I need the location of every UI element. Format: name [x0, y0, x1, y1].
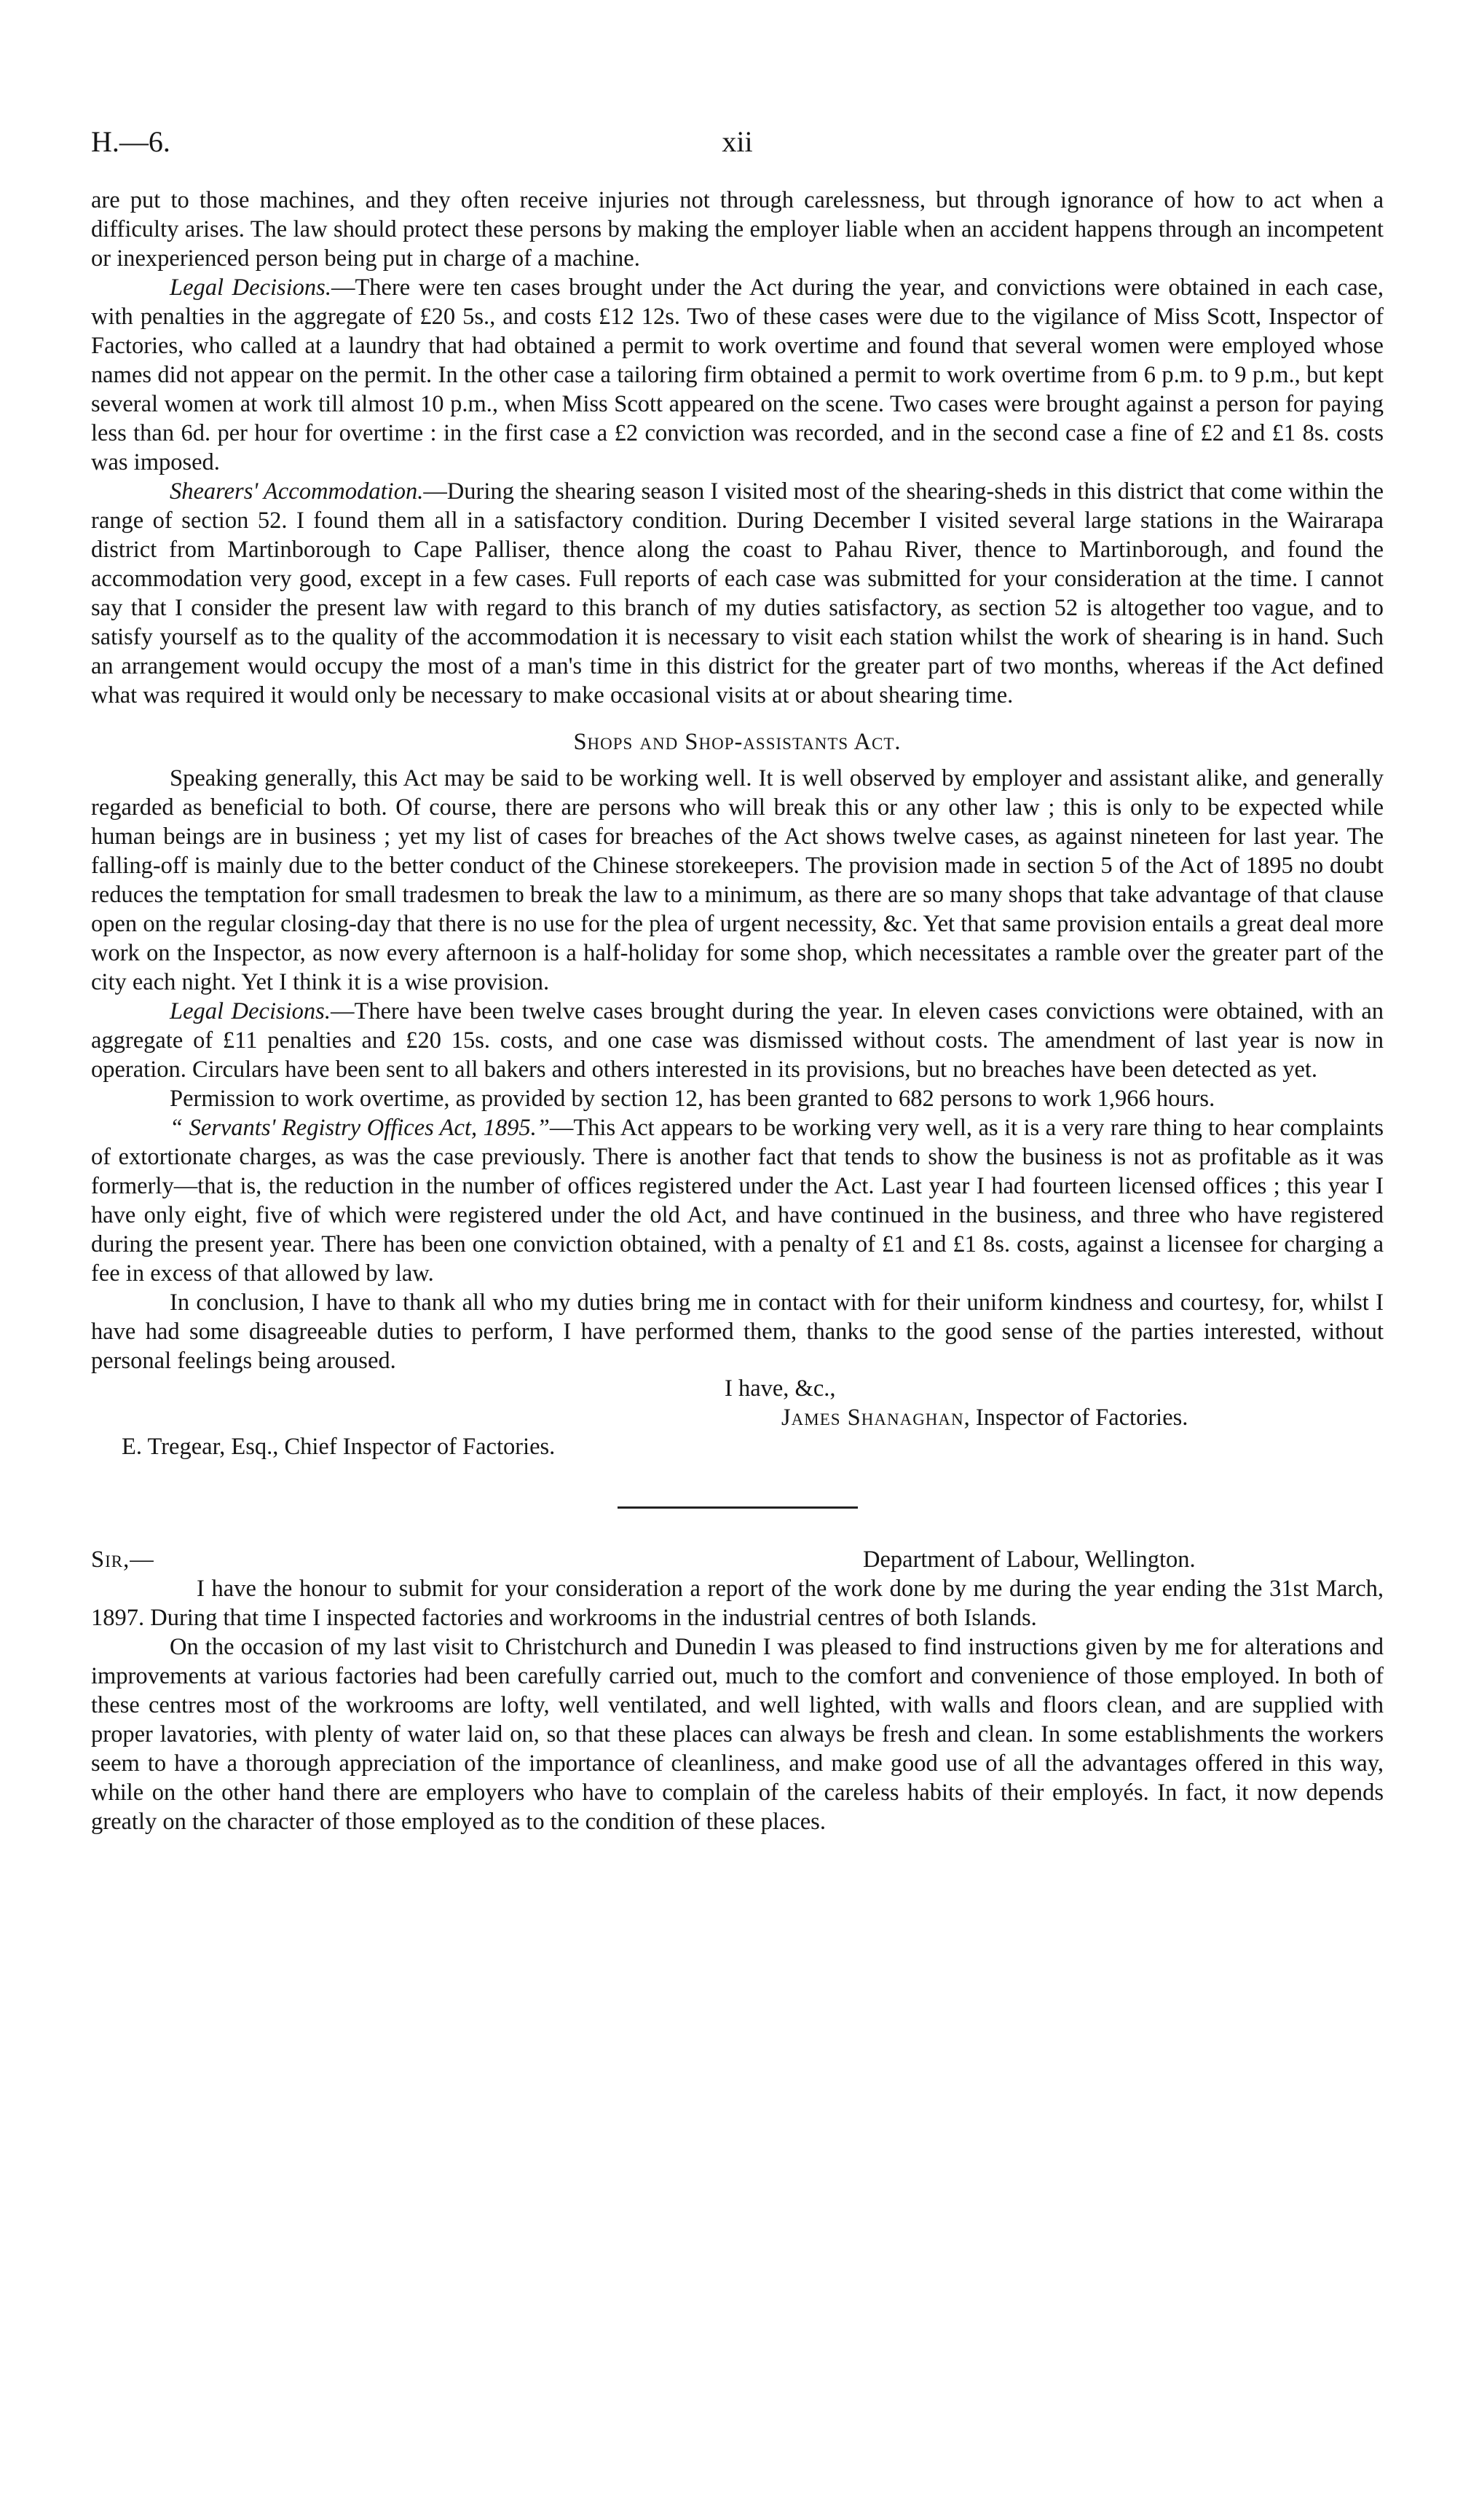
signatory-title: , Inspector of Factories.	[963, 1405, 1188, 1431]
page-number: xii	[722, 125, 753, 158]
paragraph-shearers-accommodation	[91, 477, 1384, 710]
paragraph-speaking-generally: Speaking generally, this Act may be said to be working well. It is well observed by employer and assistant alike, and generally regarded as beneficial to both. Of course, there are persons who will break this or any other law ; this is only to be expected while human beings are in business ; yet my list of cases for breaches of the Act shows twelve cases, as against nineteen for last year. The falling-off is mainly due to the better conduct of the Chinese storekeepers. The provision made in section 5 of the Act of 1895 no doubt reduces the temptation for small tradesmen to break the law to a minimum, as there are so many shops that take advantage of that clause open on the regular closing-day that there is no use for the plea of urgent necessity, &c. Yet that same provision entails a great deal more work on the Inspector, as now every afternoon is a half-holiday for some shop, which necessitates a ramble over the greater part of the city each night. Yet I think it is a wise provision.	[91, 765, 1384, 995]
signature-block	[91, 1403, 1384, 1432]
paragraph-christchurch-dunedin: On the occasion of my last visit to Christchurch and Dunedin I was pleased to find instructions given by me for alterations and improvements at various factories had been carefully carried out, much to the comfort and convenience of those employed. In both of these centres most of the workrooms are lofty, well ventilated, and well lighted, with walls and floors clean, and are supplied with proper lavatories, with plenty of water laid on, so that these places can always be fresh and clean. In some establishments the workers seem to have a thorough appreciation of the importance of cleanliness, and make good use of all the advantages offered in this way, while on the other hand there are employers who have to complain of the careless habits of their employés. In fact, it now depends greatly on the character of those employed as to the condition of these places.	[91, 1634, 1384, 1835]
paragraph-overtime-permission: Permission to work overtime, as provided by section 12, has been granted to 682 persons to work 1,966 hours.	[170, 1086, 1215, 1112]
letter-header	[91, 1545, 1384, 1574]
legal-decisions-heading: Legal Decisions.	[170, 274, 331, 301]
shearers-text: —During the shearing season I visited most of the shearing-sheds in this district that come within the range of section 52. I found them all in a satisfactory condition. During December I visited several large stations in the Wairarapa district from Martinborough to Cape Palliser, thence along the coast to Pahau River, thence to Martinborough, and found the accommodation very good, except in a few cases. Full reports of each case was submitted for your consideration at the time. I cannot say that I consider the present law with regard to this branch of my duties satisfactory, as section 52 is altogether too vague, and to satisfy yourself as to the quality of the accommodation it is necessary to visit each station whilst the work of shearing is in hand. Such an arrangement would occupy the most of a man's time in this district for the greater part of two months, whereas if the Act defined what was required it would only be necessary to make occasional visits at or about shearing time.	[91, 478, 1384, 708]
servants-registry-heading: “ Servants' Registry Offices Act, 1895.”	[170, 1115, 550, 1141]
page-header	[91, 120, 1384, 186]
salutation: Sir,—	[91, 1547, 154, 1573]
addressee: E. Tregear, Esq., Chief Inspector of Factories.	[122, 1434, 556, 1460]
paragraph-legal-decisions-factories	[91, 273, 1384, 477]
legal-decisions-heading: Legal Decisions.	[170, 998, 331, 1024]
paragraph-legal-decisions-shops	[91, 997, 1384, 1084]
legal-decisions-text: —There have been twelve cases brought during the year. In eleven cases convictions were obtained, with an aggregate of £11 penalties and £20 15s. costs, and one case was dismissed without costs. The amendment of last year is now in operation. Circulars have been sent to all bakers and others interested in its provisions, but no breaches have been detected as yet.	[91, 998, 1384, 1083]
paragraph-conclusion: In conclusion, I have to thank all who my duties bring me in contact with for their uniform kindness and courtesy, for, whilst I have had some disagreeable duties to perform, I have performed them, thanks to the good sense of the parties interested, without personal feelings being aroused.	[91, 1289, 1384, 1374]
department-address: Department of Labour, Wellington.	[863, 1547, 1196, 1573]
page-reference: H.—6.	[91, 125, 170, 158]
legal-decisions-text: —There were ten cases brought under the Act during the year, and convictions were obtained in each case, with penalties in the aggregate of £20 5s., and costs £12 12s. Two of these cases were due to the vigilance of Miss Scott, Inspector of Factories, who called at a laundry that had obtained a permit to work overtime and found that several women were employed whose names did not appear on the permit. In the other case a tailoring firm obtained a permit to work overtime from 6 p.m. to 9 p.m., but kept several women at work till almost 10 p.m., when Miss Scott appeared on the scene. Two cases were brought against a person for paying less than 6d. per hour for overtime : in the first case a £2 conviction was recorded, and in the second case a fine of £2 and £1 8s. costs was imposed.	[91, 274, 1384, 475]
signatory-name: James Shanaghan	[781, 1405, 964, 1431]
paragraph-servants-registry	[91, 1113, 1384, 1288]
servants-registry-text: —This Act appears to be working very well, as it is a very rare thing to hear complaints of extortionate charges, as was the case previously. There is another fact that tends to show the business is not as profitable as it was formerly—that is, the reduction in the number of offices registered under the Act. Last year I had fourteen licensed offices ; this year I have only eight, five of which were registered under the old Act, and have continued in the business, and three who have registered during the present year. There has been one conviction obtained, with a penalty of £1 and £1 8s. costs, against a licensee for charging a fee in excess of that allowed by law.	[91, 1115, 1384, 1287]
paragraph-report-intro: I have the honour to submit for your consideration a report of the work done by me during the year ending the 31st March, 1897. During that time I inspected factories and workrooms in the industrial centres of both Islands.	[91, 1576, 1384, 1631]
closing-phrase: I have, &c.,	[725, 1375, 836, 1402]
shearers-heading: Shearers' Accommodation.	[170, 478, 424, 505]
paragraph-machines: are put to those machines, and they often receive injuries not through carelessness, but through ignorance of how to act when a difficulty arises. The law should protect these persons by making the employer liable when an accident happens through an incompetent or inexperienced person being put in charge of a machine.	[91, 187, 1384, 272]
section-heading-shops-act: Shops and Shop-assistants Act.	[573, 729, 902, 755]
section-divider	[618, 1506, 858, 1509]
